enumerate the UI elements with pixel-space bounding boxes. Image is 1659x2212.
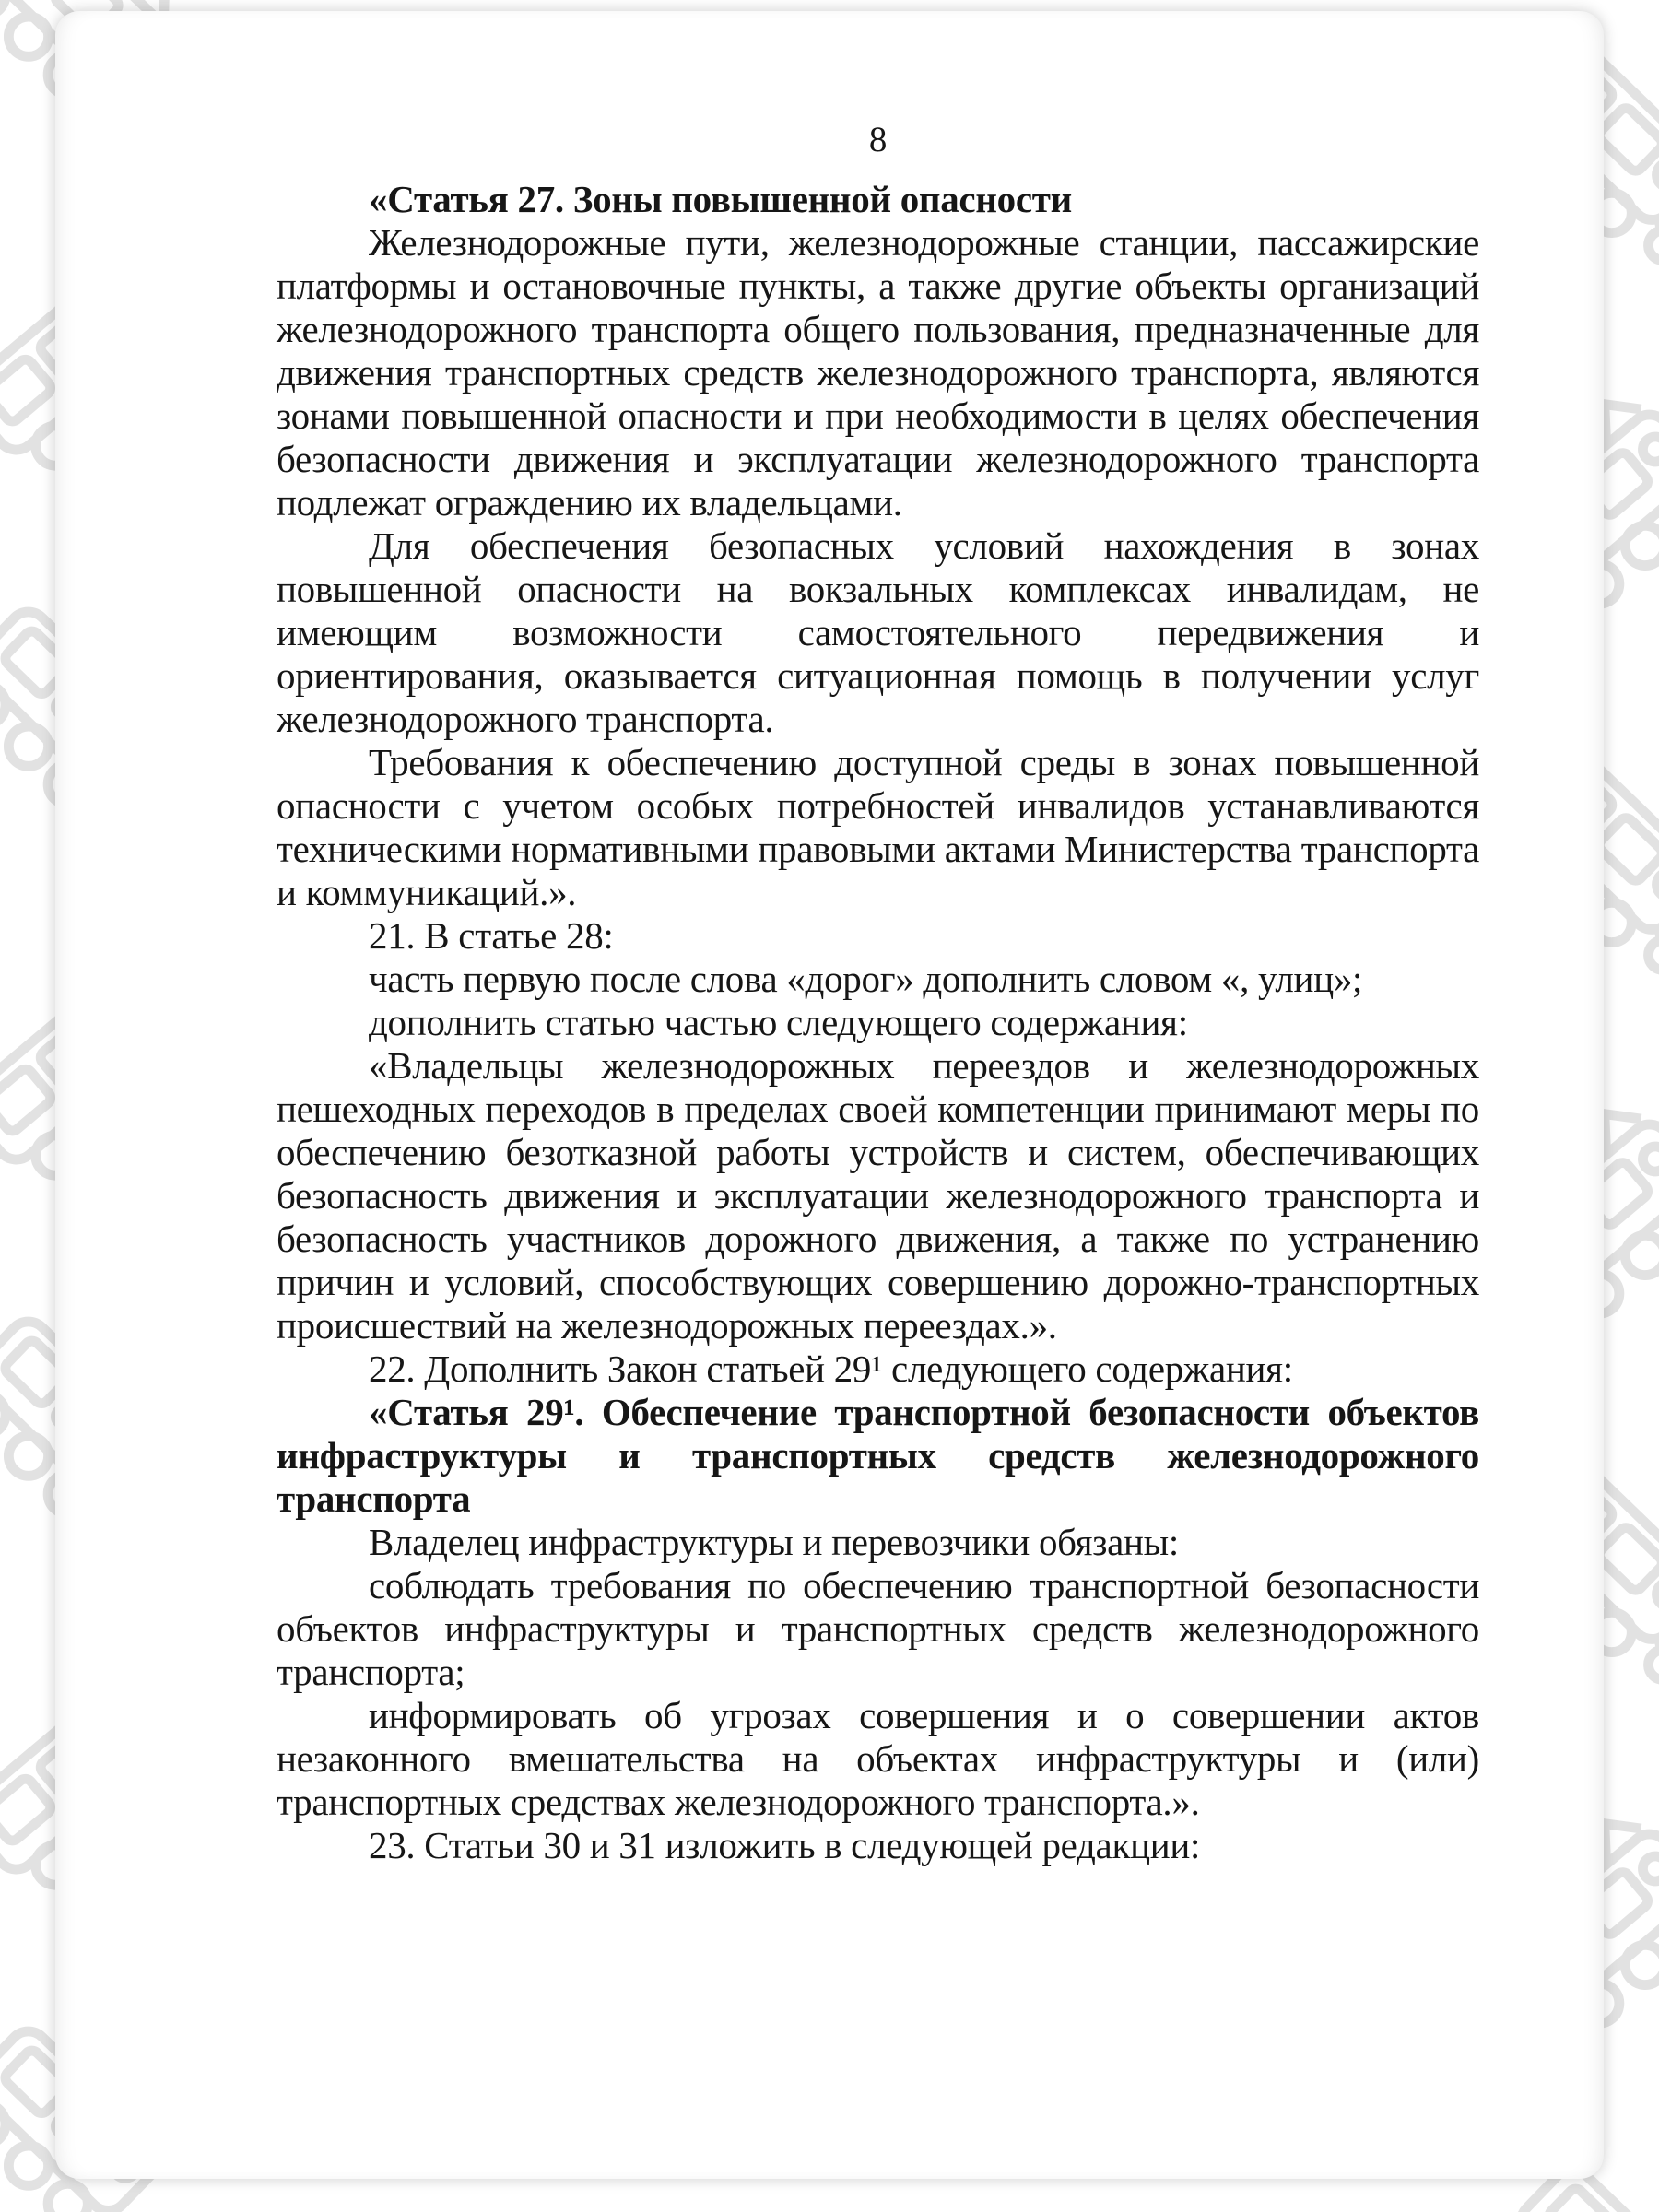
text-column bbox=[276, 11, 1479, 1867]
list-item-21: 21. В статье 28: bbox=[369, 914, 614, 957]
list-item-22: 22. Дополнить Закон статьей 29¹ следующего содержания: bbox=[369, 1347, 1293, 1390]
paragraph: Требования к обеспечению доступной среды в зонах повышенной опасности с учетом особых потребностей инвалидов устанавливаются техническими нормативными правовыми актами Министерства транспорта и коммуникаций.». bbox=[276, 741, 1479, 913]
paragraph: «Владельцы железнодорожных переездов и железнодорожных пешеходных переходов в пределах своей компетенции принимают меры по обеспечению безотказной работы устройств и систем, обеспечивающих безопасность движения и эксплуатации железнодорожного транспорта и безопасность участников дорожного движения, а также по устранению причин и условий, способствующих совершению дорожно-транспортных происшествий на железнодорожных переездах.». bbox=[276, 1044, 1479, 1347]
paragraph: соблюдать требования по обеспечению транспортной безопасности объектов инфраструктуры и транспортных средств железнодорожного транспорта; bbox=[276, 1564, 1479, 1693]
paragraph: дополнить статью частью следующего содержания: bbox=[369, 1001, 1188, 1043]
paragraph: часть первую после слова «дорог» дополнить словом «, улиц»; bbox=[369, 958, 1363, 1000]
article-heading: «Статья 27. Зоны повышенной опасности bbox=[369, 178, 1072, 220]
list-item-23: 23. Статьи 30 и 31 изложить в следующей редакции: bbox=[369, 1824, 1201, 1866]
page-sheet bbox=[55, 11, 1604, 2179]
page-number: 8 bbox=[868, 120, 888, 159]
paragraph: Железнодорожные пути, железнодорожные станции, пассажирские платформы и остановочные пункты, а также другие объекты организаций железнодорожного транспорта общего пользования, предназначенные для движения транспортных средств железнодорожного транспорта, являются зонами повышенной опасности и при необходимости в целях обеспечения безопасности движения и эксплуатации железнодорожного транспорта подлежат ограждению их владельцами. bbox=[276, 221, 1479, 524]
paragraph: информировать об угрозах совершения и о совершении актов незаконного вмешательства на объектах инфраструктуры и (или) транспортных средствах железнодорожного транспорта.». bbox=[276, 1694, 1479, 1823]
paragraph: Владелец инфраструктуры и перевозчики обязаны: bbox=[369, 1521, 1180, 1563]
paragraph: Для обеспечения безопасных условий нахождения в зонах повышенной опасности на вокзальных комплексах инвалидам, не имеющим возможности самостоятельного передвижения и ориентирования, оказывается ситуационная помощь в получении услуг железнодорожного транспорта. bbox=[276, 524, 1479, 740]
article-heading: «Статья 29¹. Обеспечение транспортной безопасности объектов инфраструктуры и транспортных средств железнодорожного транспорта bbox=[276, 1391, 1479, 1520]
